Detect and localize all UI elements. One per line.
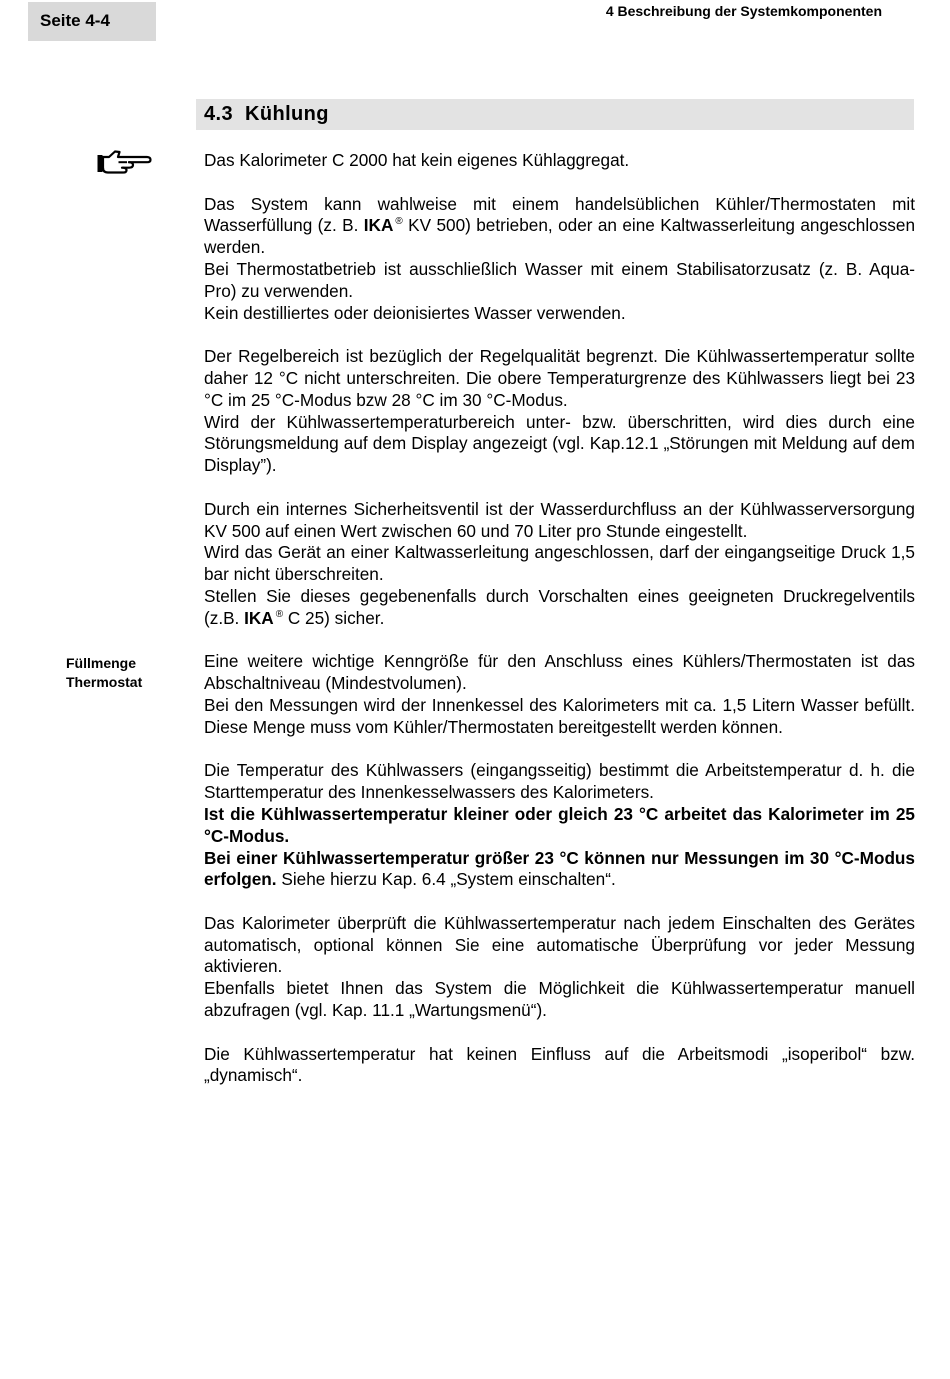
section-body	[204, 150, 915, 1109]
text-mode-30-bold: Bei einer Kühlwassertemperatur größer 23 °C können nur Messungen im 30 °C-Modus erfolgen.	[204, 847, 915, 890]
paragraph-temperature-check	[204, 913, 915, 1022]
text-max-pressure: Wird das Gerät an einer Kaltwasserleitung angeschlossen, darf der eingangseitige Druck 1,5 bar nicht überschreiten.	[204, 542, 915, 585]
brand-ika: IKA	[363, 215, 394, 236]
paragraph-operating-modes: Die Kühlwassertemperatur hat keinen Einfluss auf die Arbeitsmodi „isoperibol“ bzw. „dynamisch“.	[204, 1043, 915, 1086]
brand-ika: IKA	[244, 607, 274, 628]
text-mode-25: Ist die Kühlwassertemperatur kleiner oder gleich 23 °C arbeitet das Kalorimeter im 25 °C-Modus.	[204, 803, 915, 846]
text-cooling-options-a: Das System kann wahlweise mit einem handelsüblichen Kühler/Thermostaten mit Wasserfüllung (z. B.	[204, 193, 915, 236]
paragraph-safety-valve	[204, 499, 915, 630]
paragraph-control-range	[204, 346, 915, 477]
section-title: Kühlung	[245, 103, 329, 125]
paragraph-fill-quantity	[204, 651, 915, 738]
text-pressure-regulator	[204, 586, 915, 630]
text-shutoff-level: Eine weitere wichtige Kenngröße für den Anschluss eines Kühlers/Thermostaten ist das Abschaltniveau (Mindestvolumen).	[204, 651, 915, 694]
text-pressure-regulator-a: Stellen Sie dieses gegebenenfalls durch Vorschalten eines geeigneten Druckregelventils (z.B.	[204, 585, 915, 628]
registered-mark: ®	[395, 216, 403, 228]
chapter-title: 4 Beschreibung der Systemkomponenten	[605, 3, 882, 19]
text-manual-query: Ebenfalls bietet Ihnen das System die Möglichkeit die Kühlwassertemperatur manuell abzufragen (vgl. Kap. 11.1 „Wartungsmenü“).	[204, 978, 915, 1021]
section-heading	[196, 99, 914, 130]
text-no-distilled-water: Kein destilliertes oder deionisiertes Wasser verwenden.	[204, 302, 626, 323]
text-pressure-regulator-b: C 25) sicher.	[283, 607, 385, 628]
page-number-tab	[28, 2, 156, 41]
paragraph-no-chiller: Das Kalorimeter C 2000 hat kein eigenes Kühlaggregat.	[204, 150, 630, 170]
margin-note-line1: Füllmenge	[66, 655, 137, 671]
pointing-hand-icon	[96, 148, 152, 176]
text-mode-30	[204, 848, 915, 892]
text-fill-volume: Bei den Messungen wird der Innenkessel des Kalorimeters mit ca. 1,5 Litern Wasser befüllt. Diese Menge muss vom Kühler/Thermostaten bereitgestellt werden können.	[204, 694, 915, 737]
text-cooling-options-b: KV 500) betrieben, oder an eine Kaltwasserleitung angeschlossen werden.	[204, 215, 916, 258]
margin-note	[66, 654, 186, 692]
text-range-error: Wird der Kühlwassertemperaturbereich unter- bzw. überschritten, wird dies durch eine Störungsmeldung auf dem Display angezeigt (vgl. Kap.12.1 „Störungen mit Meldung auf dem Display”).	[204, 411, 915, 476]
text-flow-rate: Durch ein internes Sicherheitsventil ist der Wasserdurchfluss an der Kühlwasserversorgung KV 500 auf einen Wert zwischen 60 und 70 Liter pro Stunde eingestellt.	[204, 498, 915, 541]
registered-mark: ®	[275, 608, 284, 620]
text-automatic-check: Das Kalorimeter überprüft die Kühlwassertemperatur nach jedem Einschalten des Gerätes automatisch, optional können Sie eine automatische Überprüfung vor jeder Messung aktivieren.	[204, 912, 915, 977]
page-number: Seite 4-4	[40, 11, 110, 30]
text-thermostat-water: Bei Thermostatbetrieb ist ausschließlich Wasser mit einem Stabilisatorzusatz (z. B. Aqua-Pro) zu verwenden.	[204, 258, 915, 301]
section-number: 4.3	[204, 103, 234, 125]
text-working-temperature: Die Temperatur des Kühlwassers (eingangsseitig) bestimmt die Arbeitstemperatur d. h. die Starttemperatur des Innenkesselwassers des Kalorimeters.	[204, 760, 915, 803]
paragraph-working-temperature	[204, 760, 915, 891]
text-mode-30-reference: Siehe hierzu Kap. 6.4 „System einschalten“.	[276, 869, 616, 890]
margin-note-line2: Thermostat	[66, 674, 143, 690]
text-cooling-options	[204, 194, 915, 259]
text-control-range: Der Regelbereich ist bezüglich der Regelqualität begrenzt. Die Kühlwassertemperatur sollte daher 12 °C nicht unterschreiten. Die obere Temperaturgrenze des Kühlwassers liegt bei 23 °C im 25 °C-Modus bzw 28 °C im 30 °C-Modus.	[204, 346, 915, 410]
paragraph-cooling-options	[204, 194, 915, 325]
